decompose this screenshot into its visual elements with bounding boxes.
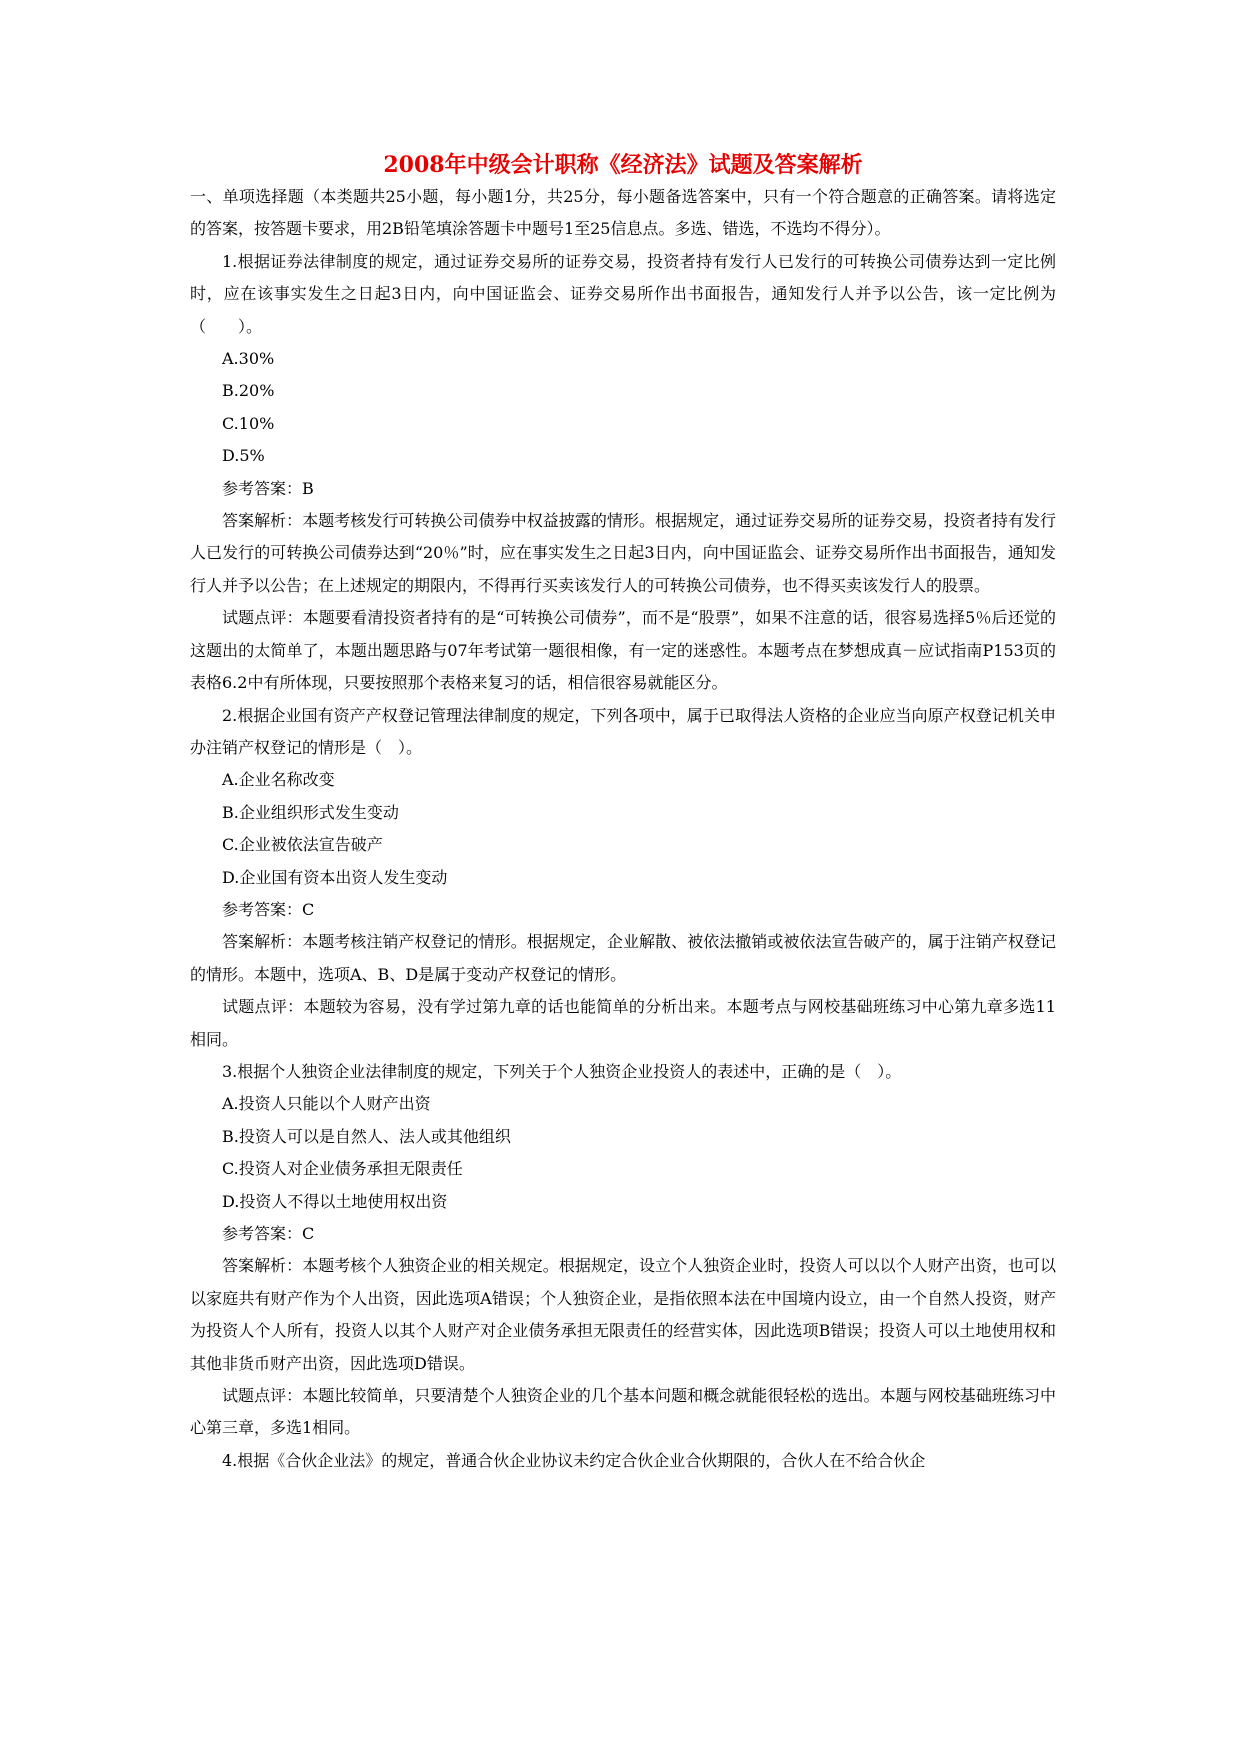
reference-answer: 参考答案：B (222, 478, 314, 498)
option: B.投资人可以是自然人、法人或其他组织 (222, 1126, 511, 1146)
option: D.投资人不得以土地使用权出资 (222, 1191, 448, 1211)
answer-analysis: 答案解析：本题考核个人独资企业的相关规定。根据规定，设立个人独资企业时，投资人可以以个人财产出资，也可以以家庭共有财产作为个人出资，因此选项A错误；个人独资企业，是指依照本法在中国境内设立，由一个自然人投资，财产为投资人个人所有，投资人以其个人财产对企业债务承担无限责任的经营实体，因此选项B错误；投资人可以土地使用权和其他非货币财产出资，因此选项D错误。 (190, 1256, 1056, 1373)
section-heading: 一、单项选择题（本类题共25小题，每小题1分，共25分，每小题备选答案中，只有一个符合题意的正确答案。请将选定的答案，按答题卡要求，用2B铅笔填涂答题卡中题号1至25信息点。多选、错选，不选均不得分）。 (190, 187, 1056, 239)
question-stem: 3.根据个人独资企业法律制度的规定，下列关于个人独资企业投资人的表述中，正确的是（ ）。 (222, 1061, 902, 1081)
option: C.10% (222, 413, 275, 433)
reference-answer: 参考答案：C (222, 899, 315, 919)
option: A.企业名称改变 (222, 770, 335, 790)
question-stem: 1.根据证券法律制度的规定，通过证券交易所的证券交易，投资者持有发行人已发行的可转换公司债券达到一定比例时，应在该事实发生之日起3日内，向中国证监会、证券交易所作出书面报告，通知发行人并予以公告，该一定比例为（ ）。 (190, 251, 1056, 336)
question-stem: 2.根据企业国有资产产权登记管理法律制度的规定，下列各项中，属于已取得法人资格的企业应当向原产权登记机关申办注销产权登记的情形是（ ）。 (190, 705, 1056, 757)
answer-analysis: 答案解析：本题考核注销产权登记的情形。根据规定，企业解散、被依法撤销或被依法宣告破产的，属于注销产权登记的情形。本题中，选项A、B、D是属于变动产权登记的情形。 (190, 932, 1056, 984)
option: B.20% (222, 381, 275, 401)
question-comment: 试题点评：本题要看清投资者持有的是“可转换公司债券”，而不是“股票”，如果不注意的话，很容易选择5％后还觉的这题出的太简单了，本题出题思路与07年考试第一题很相像，有一定的迷惑性。本题考点在梦想成真－应试指南P153页的表格6.2中有所体现，只要按照那个表格来复习的话，相信很容易就能区分。 (190, 608, 1056, 693)
option: C.投资人对企业债务承担无限责任 (222, 1159, 463, 1179)
option: B.企业组织形式发生变动 (222, 802, 399, 822)
question-comment: 试题点评：本题比较简单，只要清楚个人独资企业的几个基本问题和概念就能很轻松的选出。本题与网校基础班练习中心第三章，多选1相同。 (190, 1386, 1056, 1438)
answer-analysis: 答案解析：本题考核发行可转换公司债券中权益披露的情形。根据规定，通过证券交易所的证券交易，投资者持有发行人已发行的可转换公司债券达到“20％”时，应在事实发生之日起3日内，向中国证监会、证券交易所作出书面报告，通知发行人并予以公告；在上述规定的期限内，不得再行买卖该发行人的可转换公司债券，也不得买卖该发行人的股票。 (190, 511, 1056, 595)
document-body (190, 150, 1056, 1477)
reference-answer: 参考答案：C (222, 1224, 315, 1243)
option: D.5% (222, 446, 265, 466)
question-comment: 试题点评：本题较为容易，没有学过第九章的话也能简单的分析出来。本题考点与网校基础班练习中心第九章多选11相同。 (190, 997, 1056, 1049)
option: D.企业国有资本出资人发生变动 (222, 867, 448, 887)
option: C.企业被依法宣告破产 (222, 835, 383, 855)
option: A.30% (222, 349, 275, 369)
option: A.投资人只能以个人财产出资 (222, 1094, 431, 1114)
document-title: 2008年中级会计职称《经济法》试题及答案解析 (383, 152, 863, 178)
question-stem: 4.根据《合伙企业法》的规定，普通合伙企业协议未约定合伙企业合伙期限的，合伙人在不给合伙企 (222, 1450, 926, 1470)
